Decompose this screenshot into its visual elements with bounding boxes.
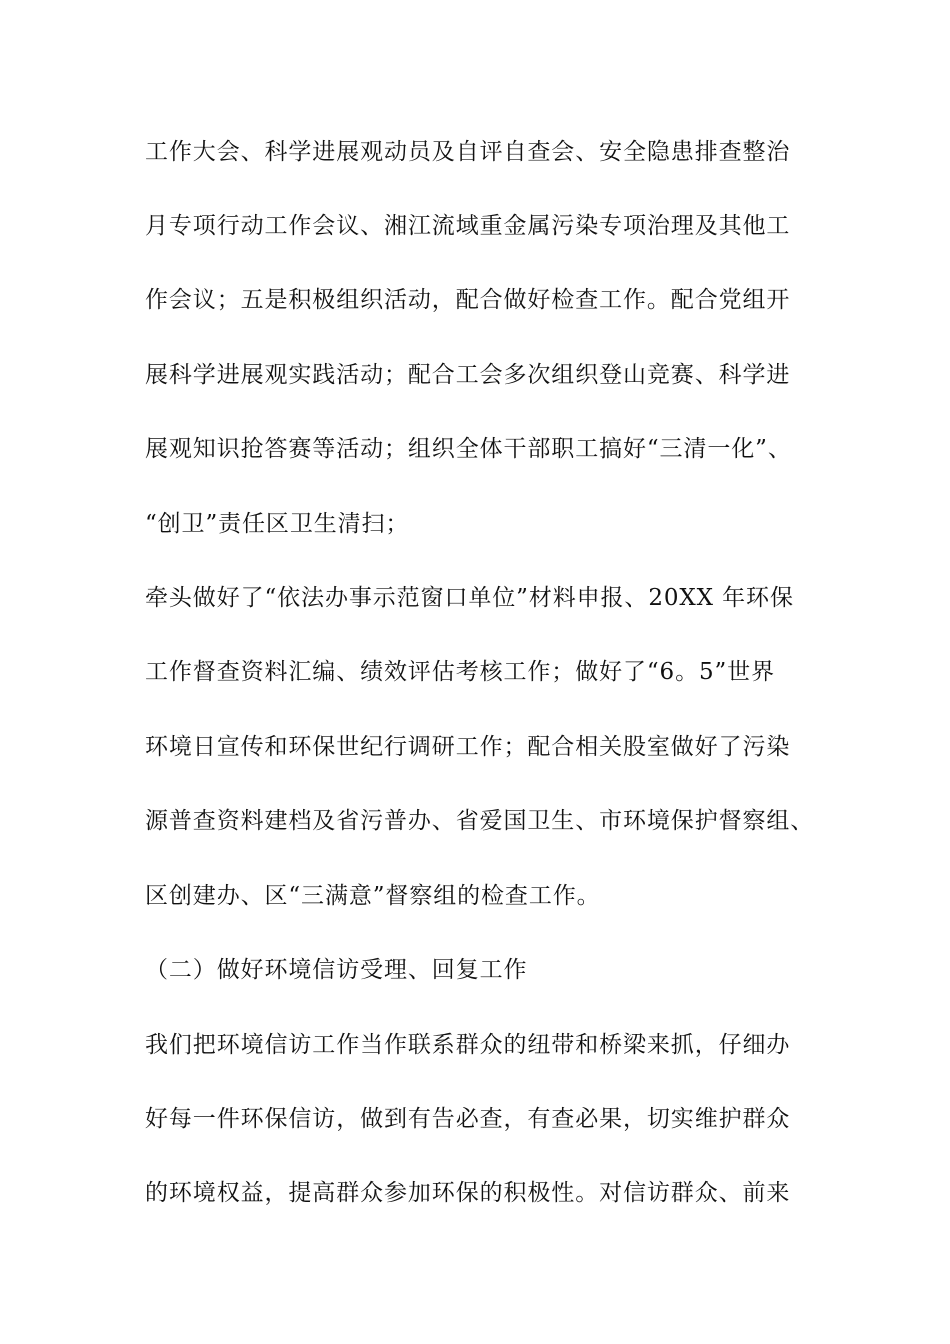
text-line: 区创建办、区“三满意”督察组的检查工作。 (145, 883, 601, 909)
text-line: 的环境权益，提高群众参加环保的积极性。对信访群众、前来 (145, 1180, 791, 1206)
text-line: 展科学进展观实践活动；配合工会多次组织登山竞赛、科学进 (145, 362, 791, 388)
text-line: 环境日宣传和环保世纪行调研工作；配合相关股室做好了污染 (145, 734, 791, 760)
text-line: 工作大会、科学进展观动员及自评自查会、安全隐患排查整治 (145, 139, 791, 165)
text-line: 工作督查资料汇编、绩效评估考核工作；做好了“6。5”世界 (145, 659, 775, 685)
text-line: “创卫”责任区卫生清扫； (145, 511, 410, 537)
text-line: 展观知识抢答赛等活动；组织全体干部职工搞好“三清一化”、 (145, 436, 792, 462)
text-line: 好每一件环保信访，做到有告必查，有查必果，切实维护群众 (145, 1106, 791, 1132)
text-line: 我们把环境信访工作当作联系群众的纽带和桥梁来抓，仔细办 (145, 1032, 791, 1058)
text-line: 源普查资料建档及省污普办、省爱国卫生、市环境保护督察组、 (145, 808, 815, 834)
text-line: 月专项行动工作会议、湘江流域重金属污染专项治理及其他工 (145, 213, 791, 239)
text-line: 牵头做好了“依法办事示范窗口单位”材料申报、20XX 年环保 (145, 585, 794, 611)
section-heading: （二）做好环境信访受理、回复工作 (145, 957, 528, 983)
text-line: 作会议；五是积极组织活动，配合做好检查工作。配合党组开 (145, 287, 791, 313)
